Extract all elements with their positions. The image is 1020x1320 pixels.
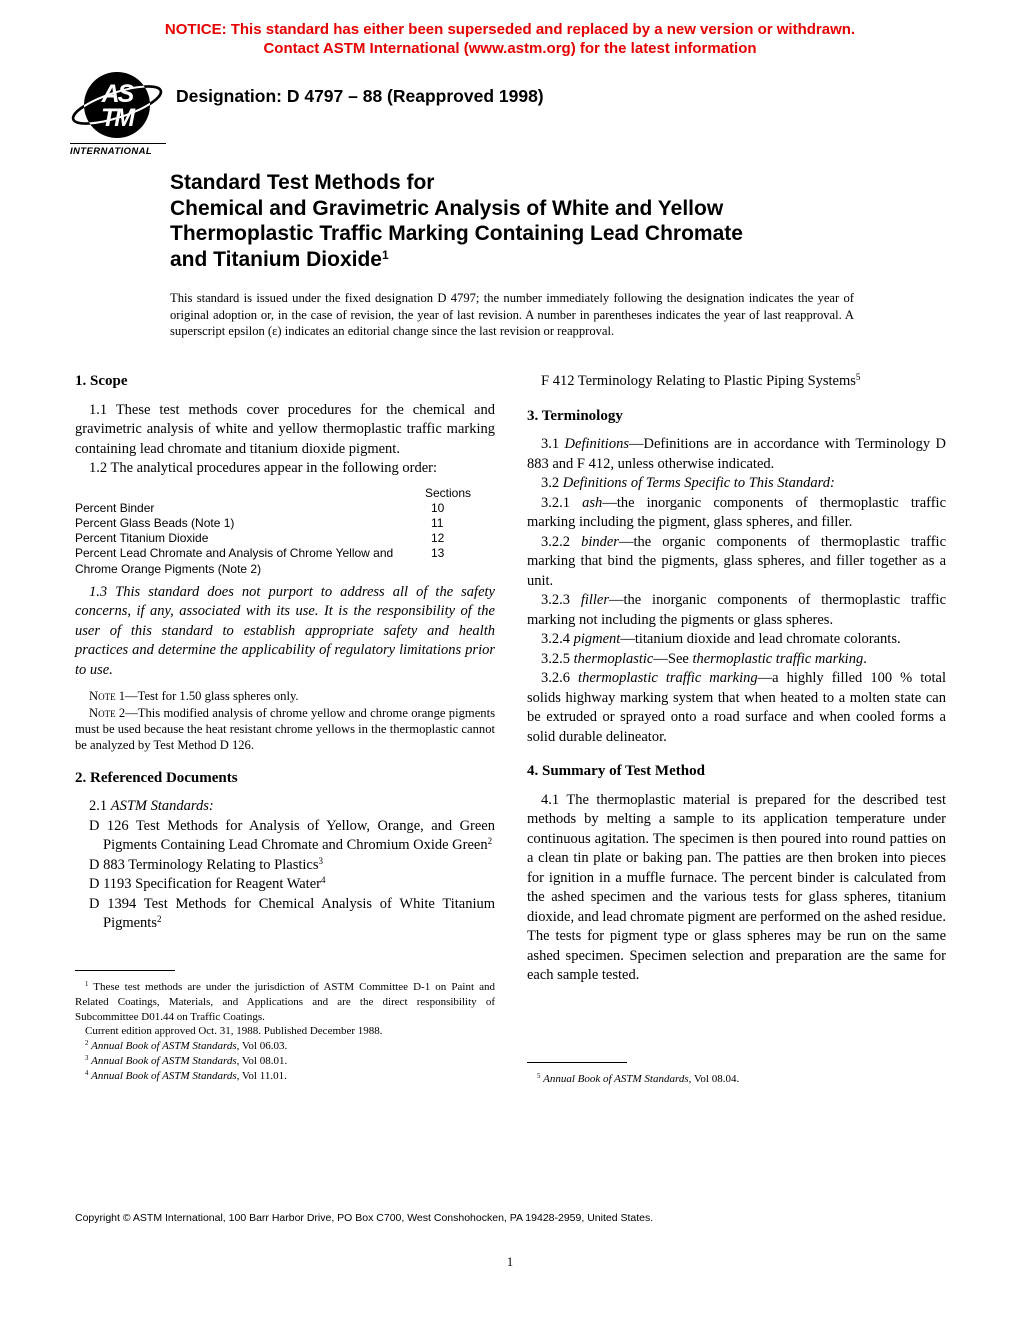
title-line-4: and Titanium Dioxide$^1$ — [170, 247, 389, 271]
clause-3-2-1: 3.2.1 ash—the inorganic components of thermoplastic traffic marking including the pigment, glass spheres, and filler. — [527, 494, 947, 530]
table-row-section: 11 — [431, 515, 444, 530]
issuance-preamble: This standard is issued under the fixed designation D 4797; the number immediately following the designation indicates the year of original adoption or, in the case of revision, the year of last revision. A number in parentheses indicates the year of last reapproval. A superscript epsilon (ε) indicates an editorial change since the last revision or reapproval. — [170, 291, 854, 339]
title-line-3: Thermoplastic Traffic Marking Containing Lead Chromate — [170, 222, 743, 245]
section-heading-referenced-documents: 2. Referenced Documents — [75, 769, 238, 786]
notice-line-1: NOTICE: This standard has either been superseded and replaced by a new version or withdrawn. — [164, 21, 856, 38]
table-row-section: 10 — [431, 500, 445, 515]
clause-2-1: 2.1 ASTM Standards: — [89, 798, 214, 815]
right-column — [527, 372, 946, 986]
notes-block — [75, 688, 495, 754]
footnote-divider — [527, 1062, 627, 1063]
note-1: Note 1—Test for 1.50 glass spheres only. — [89, 689, 299, 704]
analytical-order-table — [75, 486, 495, 577]
supersession-notice — [0, 20, 1020, 58]
astm-logo — [70, 68, 172, 157]
table-row — [75, 531, 495, 546]
table-row-section: 13 — [431, 546, 445, 561]
table-row-label: Percent Glass Beads (Note 1) — [75, 515, 235, 530]
notice-line-2: Contact ASTM International (www.astm.org) for the latest information — [263, 40, 757, 57]
table-header-sections: Sections — [425, 485, 472, 500]
footnote-divider — [75, 970, 175, 971]
footnote-3: $^3$ Annual Book of ASTM Standards, Vol 08.01. — [85, 1054, 288, 1067]
table-row-label: Percent Lead Chromate and Analysis of Chrome Yellow and Chrome Orange Pigments (Note 2) — [75, 546, 394, 576]
footnote-1: $^1$ These test methods are under the jurisdiction of ASTM Committee D-1 on Paint and Related Coatings, Materials, and Applications and are the direct responsibility of Subcommittee D01.44 on Traffic Coatings. — [75, 981, 495, 1023]
logo-subtitle: INTERNATIONAL — [70, 143, 166, 157]
footnote-5: $^5$ Annual Book of ASTM Standards, Vol 08.04. — [537, 1073, 740, 1085]
table-row — [75, 546, 495, 576]
table-row-label: Percent Titanium Dioxide — [75, 531, 209, 546]
table-row — [75, 516, 495, 531]
copyright-line: Copyright © ASTM International, 100 Barr Harbor Drive, PO Box C700, West Conshohocken, PA 19428-2959, United States. — [75, 1212, 654, 1224]
clause-3-2-5: 3.2.5 thermoplastic—See thermoplastic traffic marking. — [541, 650, 867, 667]
section-heading-terminology: 3. Terminology — [527, 407, 623, 424]
clause-3-2-6: 3.2.6 thermoplastic traffic marking—a highly filled 100 % total solids highway marking system that when heated to a molten state can be extruded or sprayed onto a road surface and when cooled forms a solid durable delineator. — [527, 670, 947, 745]
page-number: 1 — [506, 1255, 514, 1269]
reference-f412: F 412 Terminology Relating to Plastic Piping Systems$^5$ — [541, 372, 861, 389]
astm-globe-icon — [70, 68, 170, 142]
footnotes-right — [527, 1062, 946, 1087]
footnote-2: $^2$ Annual Book of ASTM Standards, Vol 06.03. — [85, 1040, 288, 1053]
section-heading-summary: 4. Summary of Test Method — [527, 763, 705, 779]
standard-title — [170, 170, 910, 272]
clause-1-2: 1.2 The analytical procedures appear in the following order: — [89, 460, 438, 476]
clause-4-1: 4.1 The thermoplastic material is prepared for the described test methods by melting a sample to its application temperature under continuous agitation. The specimen is then poured into round patties on a clean tin plate or baking pan. The patties are then broken into pieces for ignition in a muffle furnace. The percent binder is calculated from the ashed specimen and the various tests for glass spheres, titanium dioxide, and lead chromate pigment are performed on the ashed residue. The tests for pigment type or glass spheres may be run on the same ashed specimen. Specimen selection and preparation are the same for each sample tested. — [527, 791, 946, 983]
table-row — [75, 501, 495, 516]
title-line-1: Standard Test Methods for — [170, 171, 435, 194]
logo-text-top: AS — [101, 80, 133, 108]
clause-3-2-4: 3.2.4 pigment—titanium dioxide and lead chromate colorants. — [541, 631, 901, 647]
table-row-section: 12 — [431, 531, 445, 546]
clause-3-1: 3.1 Definitions—Definitions are in accordance with Terminology D 883 and F 412, unless otherwise indicated. — [527, 436, 946, 472]
footnote-current-edition: Current edition approved Oct. 31, 1988. Published December 1988. — [85, 1025, 383, 1038]
reference-d1193: D 1193 Specification for Reagent Water$^4$ — [89, 875, 326, 893]
note-2: Note 2—This modified analysis of chrome yellow and chrome orange pigments must be used because the heat resistant chrome yellows in the thermoplastic cannot be analyzed by Test Method D 126. — [75, 705, 495, 753]
clause-1-3: 1.3 This standard does not purport to address all of the safety concerns, if any, associated with its use. It is the responsibility of the user of this standard to establish appropriate safety and health practices and determine the applicability of regulatory limitations prior to use. — [75, 583, 495, 678]
reference-d1394: D 1394 Test Methods for Chemical Analysis of White Titanium Pigments$^2$ — [89, 895, 495, 932]
reference-d883: D 883 Terminology Relating to Plastics$^3$ — [89, 855, 323, 873]
logo-text-bottom: TM — [100, 104, 134, 132]
clause-3-2-2: 3.2.2 binder—the organic components of thermoplastic traffic marking that bind the pigments, glass spheres, and filler together as a unit. — [527, 533, 947, 589]
reference-d126: D 126 Test Methods for Analysis of Yellow, Orange, and Green Pigments Containing Lead Chromate and Chromium Oxide Green$^2$ — [89, 817, 495, 854]
clause-3-2: 3.2 Definitions of Terms Specific to This Standard: — [541, 475, 835, 491]
section-heading-scope: 1. Scope — [75, 373, 128, 389]
left-column — [75, 372, 495, 934]
table-row-label: Percent Binder — [75, 500, 155, 515]
title-line-2: Chemical and Gravimetric Analysis of White and Yellow — [170, 196, 724, 220]
footnote-4: $^4$ Annual Book of ASTM Standards, Vol 11.01. — [85, 1069, 287, 1082]
footnotes-left — [75, 970, 495, 1084]
clause-1-1: 1.1 These test methods cover procedures for the chemical and gravimetric analysis of white and yellow thermoplastic traffic marking containing lead chromate and titanium dioxide pigment. — [75, 401, 495, 457]
clause-3-2-3: 3.2.3 filler—the inorganic components of thermoplastic traffic marking not including the pigments or glass spheres. — [527, 592, 946, 628]
designation-line: Designation: D 4797 – 88 (Reapproved 1998) — [176, 86, 544, 106]
